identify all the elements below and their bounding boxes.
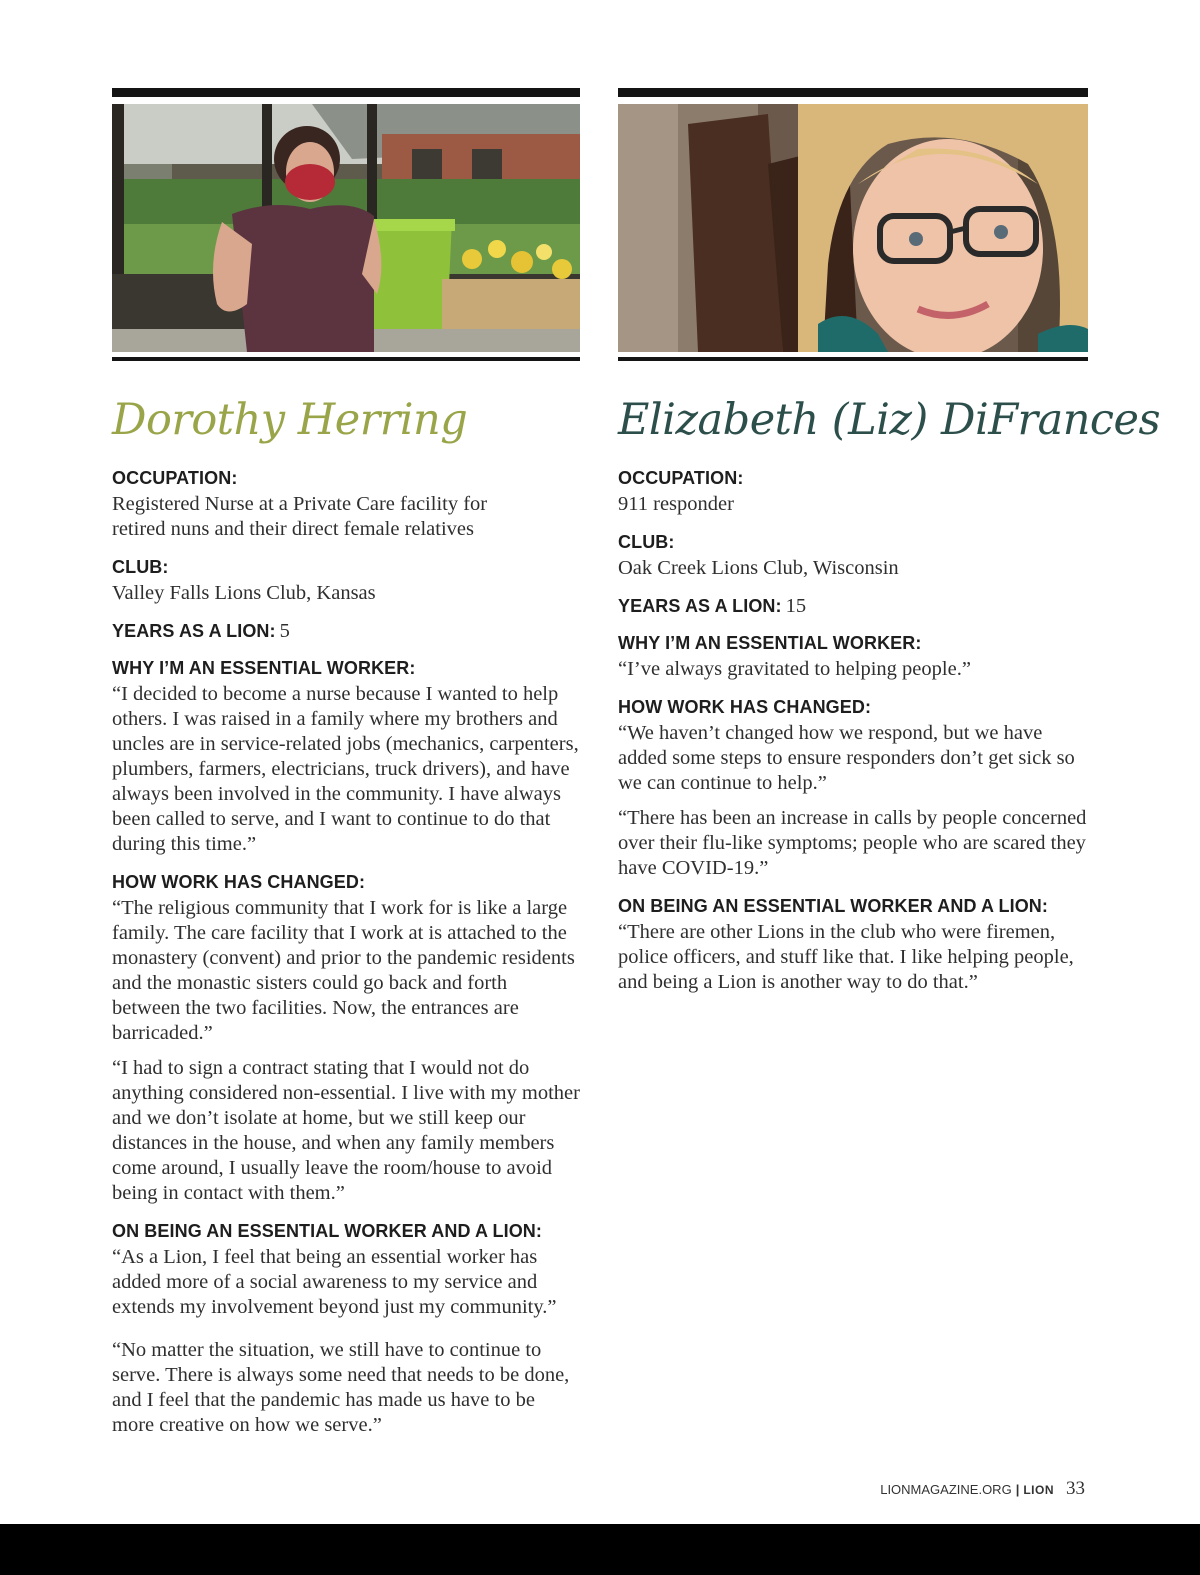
photo-dorothy-herring xyxy=(112,104,580,352)
why-label: WHY I’M AN ESSENTIAL WORKER: xyxy=(112,658,416,678)
footer-site: LIONMAGAZINE.ORG xyxy=(880,1482,1012,1497)
occupation-value: 911 responder xyxy=(618,493,734,515)
lion-label: ON BEING AN ESSENTIAL WORKER AND A LION: xyxy=(618,896,1049,916)
years-section xyxy=(618,595,1088,618)
club-section xyxy=(112,556,580,606)
club-section xyxy=(618,531,1088,581)
club-value: Oak Creek Lions Club, Wisconsin xyxy=(618,557,899,579)
changed-text-2: “There has been an increase in calls by people concerned over their flu-like symptoms; people who are scared they have COVID-19.” xyxy=(618,807,1087,879)
lion-section xyxy=(112,1220,580,1438)
changed-text-2: “I had to sign a contract stating that I would not do anything considered non-essential. I live with my mother and we don’t isolate at home, but we still keep our distances in the house, and when any family members come around, I usually leave the room/house to avoid being in contact with them.” xyxy=(112,1057,580,1204)
occupation-label: OCCUPATION: xyxy=(618,468,744,488)
person-name: Elizabeth (Liz) DiFrances xyxy=(618,395,1161,445)
years-label: YEARS AS A LION: xyxy=(618,596,782,616)
occupation-value xyxy=(112,492,580,542)
page-number: 33 xyxy=(1066,1478,1085,1499)
occupation-label: OCCUPATION: xyxy=(112,468,238,488)
occupation-line-1: Registered Nurse at a Private Care facility for xyxy=(112,493,488,515)
why-text: “I decided to become a nurse because I wanted to help others. I was raised in a family where my brothers and uncles are in service-related jobs (mechanics, carpenters, plumbers, farmers, electricians, truck drivers), and have always been involved in the community. I have always been called to serve, and I want to continue to do that during this time.” xyxy=(112,683,579,855)
club-label: CLUB: xyxy=(618,532,675,552)
footer-brand: LION xyxy=(1023,1483,1054,1497)
lion-section xyxy=(618,895,1088,995)
occupation-section xyxy=(618,467,1088,517)
lion-text: “There are other Lions in the club who were firemen, police officers, and stuff like that. I like helping people, and being a Lion is another way to do that.” xyxy=(618,921,1074,993)
changed-label: HOW WORK HAS CHANGED: xyxy=(618,697,872,717)
years-value: 15 xyxy=(785,595,807,617)
profile-elizabeth-difrances xyxy=(618,88,1161,995)
lion-label: ON BEING AN ESSENTIAL WORKER AND A LION: xyxy=(112,1221,543,1241)
bottom-rule xyxy=(618,357,1088,361)
top-rule xyxy=(112,88,580,97)
page-footer xyxy=(880,1478,1085,1500)
bottom-bar xyxy=(0,1524,1200,1575)
years-section xyxy=(112,620,580,643)
why-label: WHY I’M AN ESSENTIAL WORKER: xyxy=(618,633,922,653)
why-section xyxy=(112,657,580,857)
why-section xyxy=(618,632,1088,682)
years-value: 5 xyxy=(279,620,290,642)
lion-text-1: “As a Lion, I feel that being an essential worker has added more of a social awareness to my service and extends my involvement beyond just my community.” xyxy=(112,1246,557,1318)
changed-section xyxy=(618,696,1088,881)
occupation-line-2: retired nuns and their direct female relatives xyxy=(112,518,475,540)
top-rule xyxy=(618,88,1088,97)
bottom-rule xyxy=(112,357,580,361)
profile-dorothy-herring xyxy=(112,88,580,1438)
why-text: “I’ve always gravitated to helping people.” xyxy=(618,658,971,680)
changed-section xyxy=(112,871,580,1206)
photo-elizabeth-difrances xyxy=(618,104,1088,352)
occupation-section xyxy=(112,467,580,542)
person-name: Dorothy Herring xyxy=(112,395,468,445)
changed-text-1: “We haven’t changed how we respond, but we have added some steps to ensure responders don’t get sick so we can continue to help.” xyxy=(618,722,1075,794)
lion-text-2: “No matter the situation, we still have to continue to serve. There is always some need that needs to be done, and I feel that the pandemic has made us have to be more creative on how we serve.” xyxy=(112,1339,570,1436)
footer-separator: | xyxy=(1015,1482,1020,1497)
club-label: CLUB: xyxy=(112,557,169,577)
changed-text-1: “The religious community that I work for is like a large family. The care facility that I work at is attached to the monastery (convent) and prior to the pandemic residents and the monastic sisters could go back and forth between the two facilities. Now, the entrances are barricaded.” xyxy=(112,897,575,1044)
years-label: YEARS AS A LION: xyxy=(112,621,276,641)
club-value: Valley Falls Lions Club, Kansas xyxy=(112,582,376,604)
changed-label: HOW WORK HAS CHANGED: xyxy=(112,872,366,892)
